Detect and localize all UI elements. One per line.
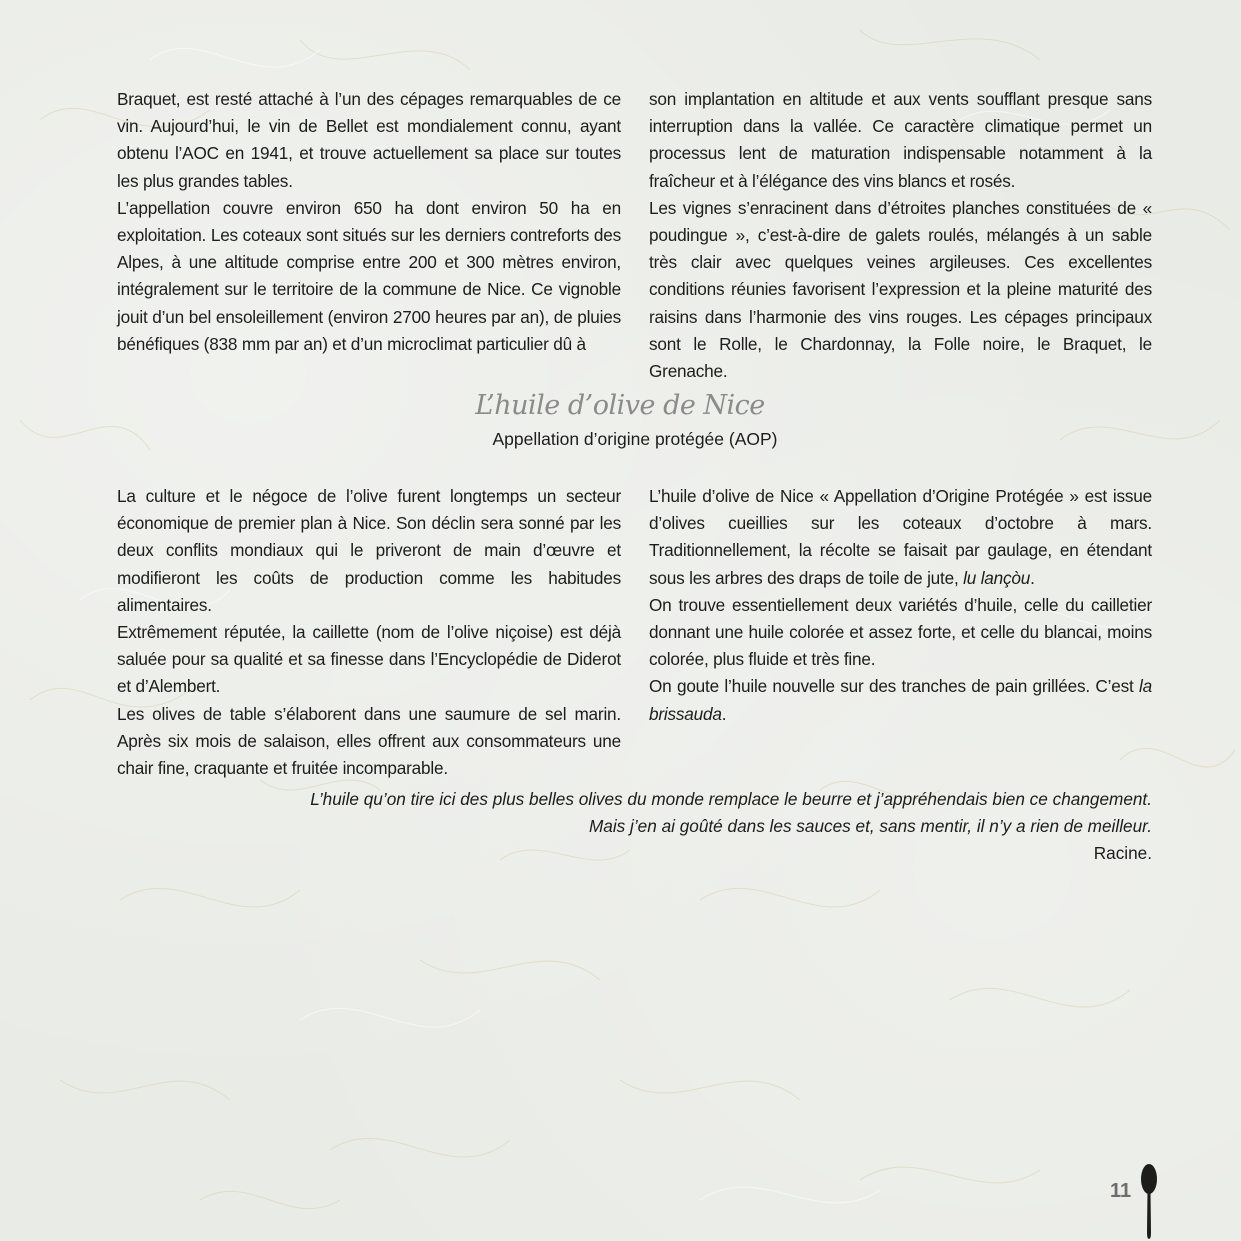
paragraph-text: L’huile d’olive de Nice « Appellation d’Origine Protégée » est issue d’olives cueillies sur les coteaux d’octobre à mars. Traditionnellement, la récolte se faisait par gaulage, en étendant sous les arbres des draps de toile de jute, (649, 486, 1152, 588)
italic-term: la brissauda (649, 676, 1152, 724)
section-title: L’huile d’olive de Nice (475, 390, 765, 421)
section-subtitle: Appellation d’origine protégée (AOP) (492, 429, 778, 449)
paragraph: Les olives de table s’élaborent dans une saumure de sel marin. Après six mois de salaison, elles offrent aux consommateurs une chair fine, craquante et fruitée incomparable. (117, 703, 621, 779)
paragraph: Les vignes s’enracinent dans d’étroites planches constituées de « poudingue », c’est-à-dire de galets roulés, mélangés à un sable très clair avec quelques veines argileuses. Ces excellentes conditions réunies favorisent l’expression et la pleine maturité des raisins dans l’harmonie des vins rouges. Les cépages principaux sont le Rolle, le Chardonnay, la Folle noire, le Braquet, le Grenache. (649, 197, 1152, 382)
oil-text-column-left (117, 483, 621, 782)
paragraph: Extrêmement réputée, la caillette (nom de l’olive niçoise) est déjà saluée pour sa qualité et sa finesse dans l’Encyclopédie de Diderot et d’Alembert. (117, 622, 621, 697)
quote-line: L’huile qu’on tire ici des plus belles olives du monde remplace le beurre et j’appréhendais bien ce changement. (310, 789, 1152, 809)
oil-text-column-right (649, 483, 1152, 728)
paragraph: On goute l’huile nouvelle sur des tranches de pain grillées. C’est la brissauda. (649, 676, 1152, 724)
quote-author: Racine. (1093, 843, 1152, 864)
paragraph: On trouve essentiellement deux variétés d’huile, celle du cailletier donnant une huile colorée et assez forte, et celle du blancai, moins colorée, plus fluide et très fine. (649, 594, 1152, 670)
paragraph: Braquet, est resté attaché à l’un des cépages remarquables de ce vin. Aujourd’hui, le vin de Bellet est mondialement connu, ayant obtenu l’AOC en 1941, et trouve actuellement sa place sur toutes les plus grandes tables. (117, 89, 621, 191)
page-number: 11 (1110, 1180, 1132, 1202)
spoon-icon (1138, 1163, 1160, 1241)
paragraph: L’appellation couvre environ 650 ha dont environ 50 ha en exploitation. Les coteaux sont situés sur les derniers contreforts des Alpes, à une altitude comprise entre 200 et 300 mètres environ, intégralement sur le territoire de la commune de Nice. Ce vignoble jouit d’un bel ensoleillement (environ 2700 heures par an), de pluies bénéfiques (838 mm par an) et d’un microclimat particulier dû à (117, 197, 621, 354)
paragraph: L’huile d’olive de Nice « Appellation d’Origine Protégée » est issue d’olives cueillies sur les coteaux d’octobre à mars. Traditionnellement, la récolte se faisait par gaulage, en étendant sous les arbres des draps de toile de jute, lu lançòu. (649, 486, 1152, 588)
paragraph: La culture et le négoce de l’olive furent longtemps un secteur économique de premier plan à Nice. Son déclin sera sonné par les deux conflits mondiaux qui le priveront de main d’œuvre et modifieront les coûts de production comme les habitudes alimentaires. (117, 486, 621, 615)
paragraph-text: On goute l’huile nouvelle sur des tranches de pain grillées. C’est (649, 676, 1140, 697)
paragraph: son implantation en altitude et aux vents soufflant presque sans interruption dans la vallée. Ce caractère climatique permet un processus lent de maturation indispensable notamment à la fraîcheur et à l’élégance des vins blancs et rosés. (649, 89, 1152, 191)
italic-term: lu lançòu (963, 567, 1031, 588)
wine-text-column-right (649, 86, 1152, 385)
quote-line: Mais j’en ai goûté dans les sauces et, sans mentir, il n’y a rien de meilleur. (588, 816, 1152, 837)
quotation (252, 786, 1152, 868)
wine-text-column-left (117, 86, 621, 358)
